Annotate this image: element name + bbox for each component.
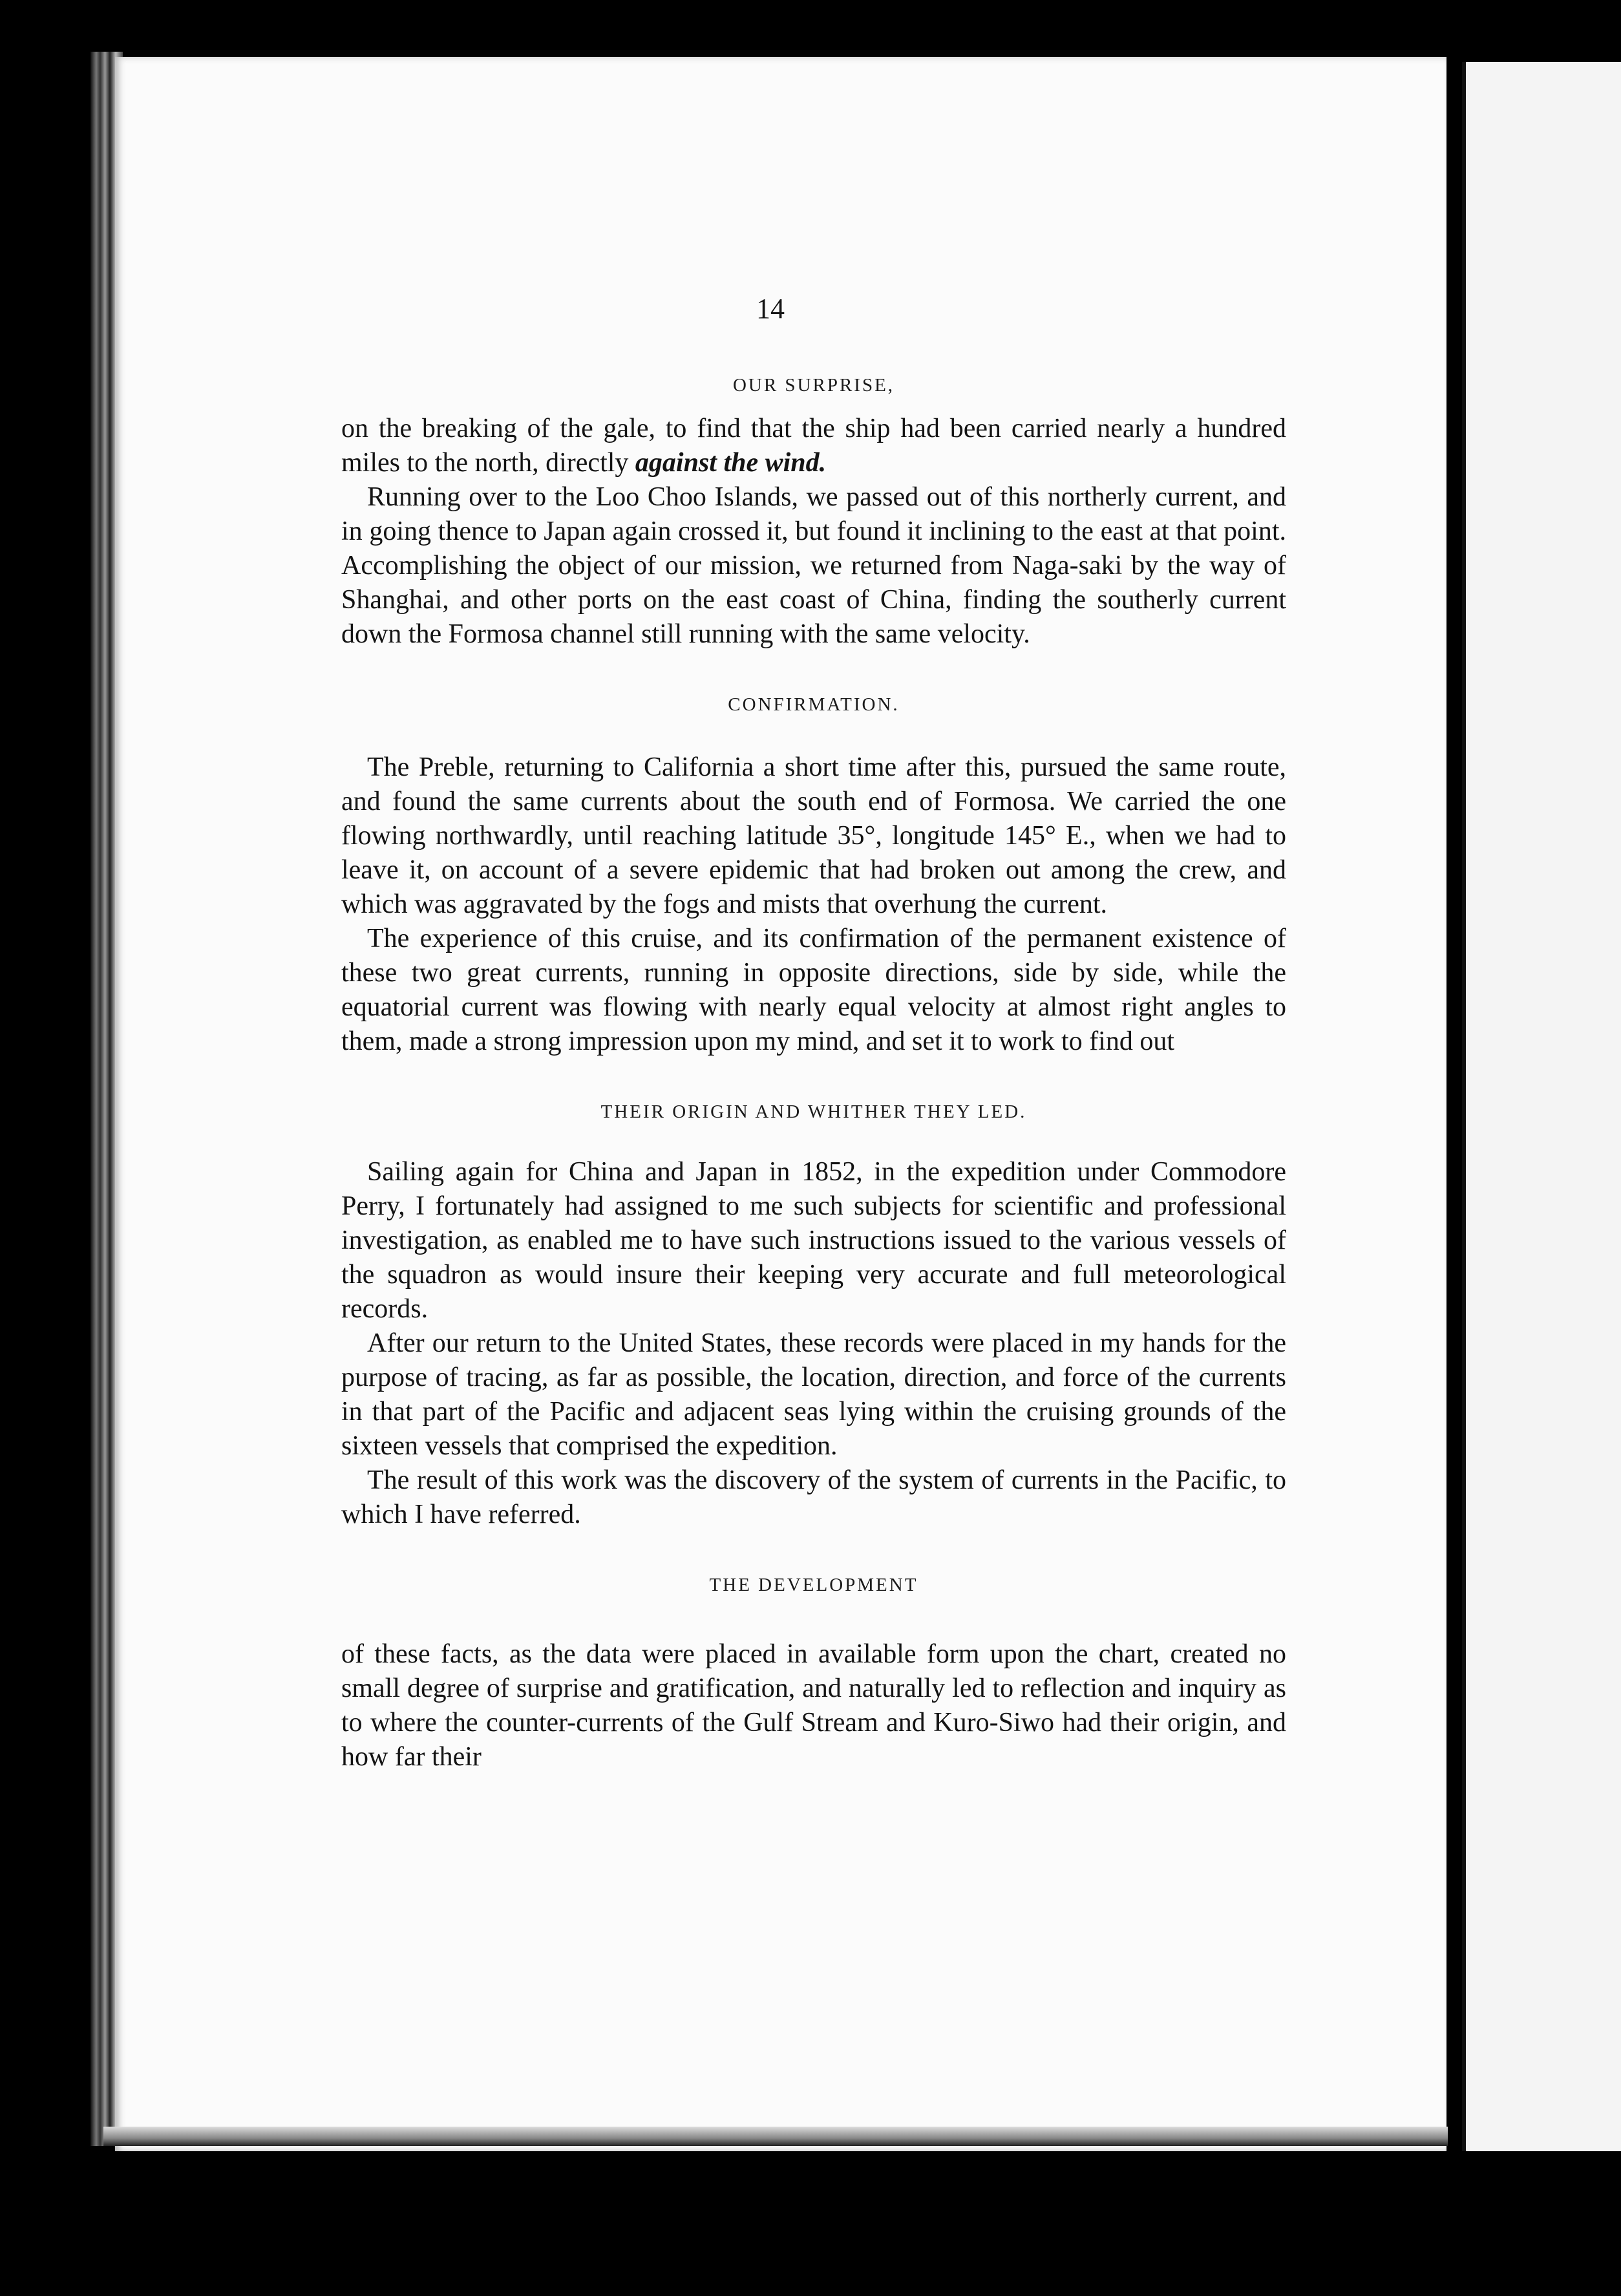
scan-background bbox=[90, 2151, 1621, 2296]
paragraph-text: on the breaking of the gale, to find that the ship had been carried nearly a hundred miles to the north, directly bbox=[341, 414, 1286, 478]
page-bottom-edge bbox=[103, 2127, 1448, 2146]
heading-origin: THEIR ORIGIN AND WHITHER THEY LED. bbox=[600, 1101, 1027, 1122]
paragraph: The result of this work was the discovery of the system of currents in the Pacific, to which I have referred. bbox=[341, 1465, 1286, 1529]
paragraph: Sailing again for China and Japan in 1852, in the expedition under Commodore Perry, I fortunately had assigned to me such subjects for scientific and professional investigation, as enabled me to have such instructions issued to the various vessels of the squadron as would insure their keeping very accurate and full meteorological records. bbox=[341, 1157, 1286, 1324]
facing-page-edge bbox=[1462, 62, 1621, 2176]
heading-confirmation: CONFIRMATION. bbox=[728, 694, 900, 715]
heading-development: THE DEVELOPMENT bbox=[709, 1575, 918, 1595]
paragraph: After our return to the United States, these records were placed in my hands for the purpose of tracing, as far as possible, the location, direction, and force of the currents in that part of the Pacific and adjacent seas lying within the cruising grounds of the sixteen vessels that comprised the expedition. bbox=[341, 1328, 1286, 1461]
paragraph: Running over to the Loo Choo Islands, we passed out of this northerly current, and in going thence to Japan again crossed it, but found it inclining to the east at that point. Accomplishing the object of our mission, we returned from Naga-saki by the way of Shanghai, and other ports on the east coast of China, finding the southerly current down the Formosa channel still running with the same velocity. bbox=[341, 482, 1286, 649]
page-text bbox=[341, 284, 1286, 1774]
paragraph: The experience of this cruise, and its confirmation of the permanent existence of these two great currents, running in opposite directions, side by side, while the equatorial current was flowing with nearly equal velocity at almost right angles to them, made a strong impression upon my mind, and set it to work to find out bbox=[341, 924, 1286, 1056]
paragraph bbox=[341, 412, 1286, 480]
paragraph: The Preble, returning to California a short time after this, pursued the same route, and found the same currents about the south end of Formosa. We carried the one flowing northwardly, until reaching latitude 35°, longitude 145° E., when we had to leave it, on account of a severe epidemic that had broken out among the crew, and which was aggravated by the fogs and mists that overhung the current. bbox=[341, 752, 1286, 919]
paragraph: of these facts, as the data were placed in available form upon the chart, created no small degree of surprise and gratification, and naturally led to reflection and inquiry as to where the counter-currents of the Gulf Stream and Kuro-Siwo had their origin, and how far their bbox=[341, 1639, 1286, 1772]
page-number: 14 bbox=[756, 293, 785, 324]
heading-our-surprise: OUR SURPRISE, bbox=[732, 375, 895, 396]
emphasis-text: against the wind. bbox=[635, 448, 827, 478]
